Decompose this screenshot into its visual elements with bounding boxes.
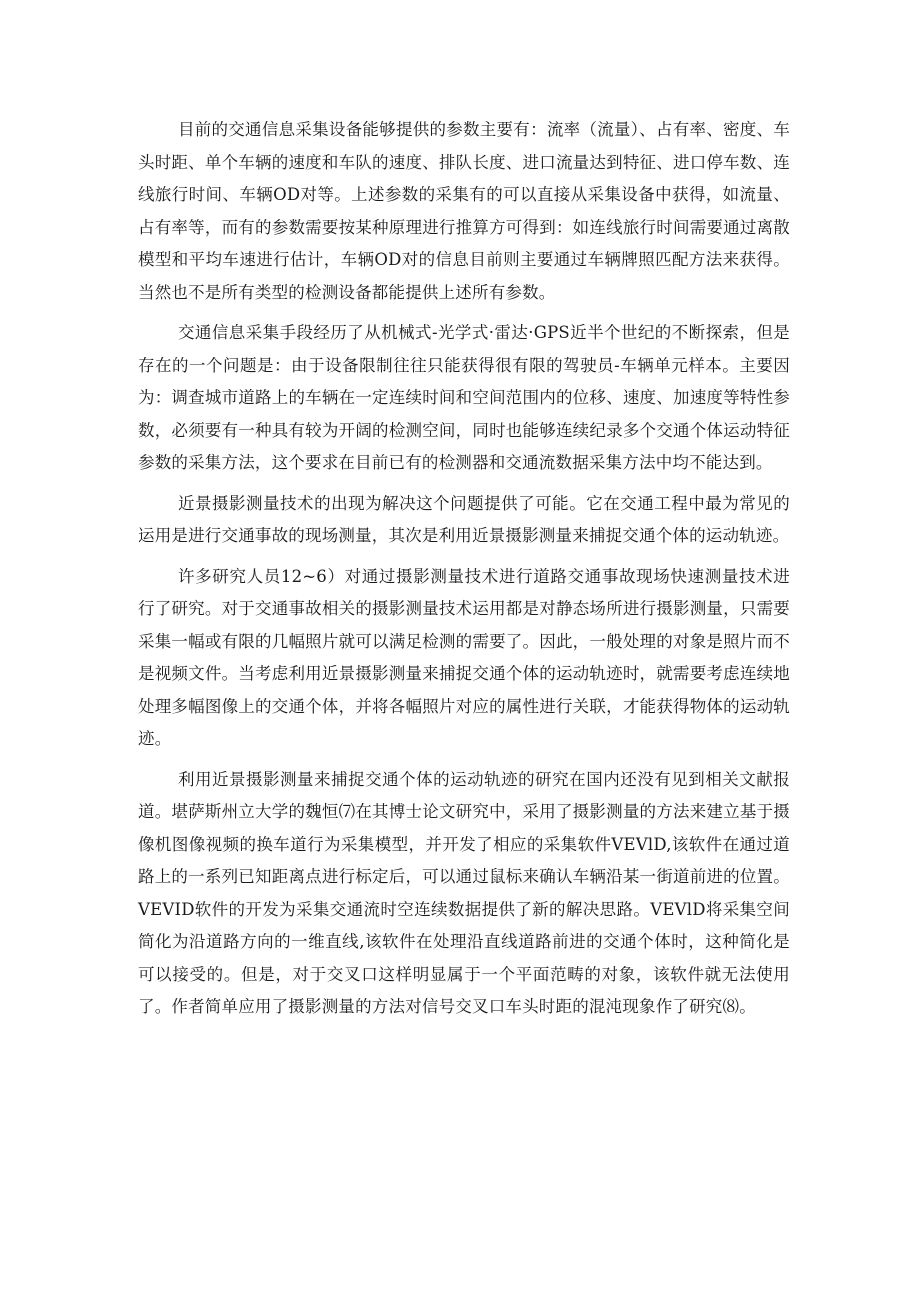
paragraph-traffic-parameters: 目前的交通信息采集设备能够提供的参数主要有：流率（流量）、占有率、密度、车头时距、单个车辆的速度和车队的速度、排队长度、进口流量达到特征、进口停车数、连线旅行时间、车辆OD对等。上述参数的采集有的可以直接从采集设备中获得，如流量、占有率等，而有的参数需要按某种原理进行推算方可得到：如连线旅行时间需要通过离散模型和平均车速进行估计，车辆OD对的信息目前则主要通过车辆牌照匹配方法来获得。当然也不是所有类型的检测设备都能提供上述所有参数。 — [138, 120, 790, 302]
paragraph-collection-history: 交通信息采集手段经历了从机械式-光学式·雷达·GPS近半个世纪的不断探索，但是存在的一个问题是：由于设备限制往往只能获得很有限的驾驶员-车辆单元样本。主要因为：调查城市道路上的车辆在一定连续时间和空间范围内的位移、速度、加速度等特性参数，必须要有一种具有较为开阔的检测空间，同时也能够连续纪录多个交通个体运动特征参数的采集方法，这个要求在目前已有的检测器和交通流数据采集方法中均不能达到。 — [138, 323, 790, 472]
paragraph-trajectory-research: 利用近景摄影测量来捕捉交通个体的运动轨迹的研究在国内还没有见到相关文献报道。堪萨斯州立大学的魏恒⑺在其博士论文研究中，采用了摄影测量的方法来建立基于摄像机图像视频的换车道行为采集模型，并开发了相应的采集软件VEVlD,该软件在通过道路上的一系列已知距离点进行标定后，可以通过鼠标来确认车辆沿某一街道前进的位置。VEVID软件的开发为采集交通流时空连续数据提供了新的解决思路。VEVlD将采集空间简化为沿道路方向的一维直线,该软件在处理沿直线道路前进的交通个体时，这种简化是可以接受的。但是，对于交叉口这样明显属于一个平面范畴的对象，该软件就无法使用了。作者简单应用了摄影测量的方法对信号交叉口车头时距的混沌现象作了研究⑻。 — [138, 769, 790, 1016]
document-body — [138, 114, 790, 1032]
paragraph-photogrammetry-intro: 近景摄影测量技术的出现为解决这个问题提供了可能。它在交通工程中最为常见的运用是进行交通事故的现场测量，其次是利用近景摄影测量来捕捉交通个体的运动轨迹。 — [138, 493, 790, 545]
paragraph-accident-measurement: 许多研究人员12~6）对通过摄影测量技术进行道路交通事故现场快速测量技术进行了研究。对于交通事故相关的摄影测量技术运用都是对静态场所进行摄影测量，只需要采集一幅或有限的几幅照片就可以满足检测的需要了。因此，一般处理的对象是照片而不是视频文件。当考虑利用近景摄影测量来捕捉交通个体的运动轨迹时，就需要考虑连续地处理多幅图像上的交通个体，并将各幅照片对应的属性进行关联，才能获得物体的运动轨迹。 — [138, 566, 790, 748]
